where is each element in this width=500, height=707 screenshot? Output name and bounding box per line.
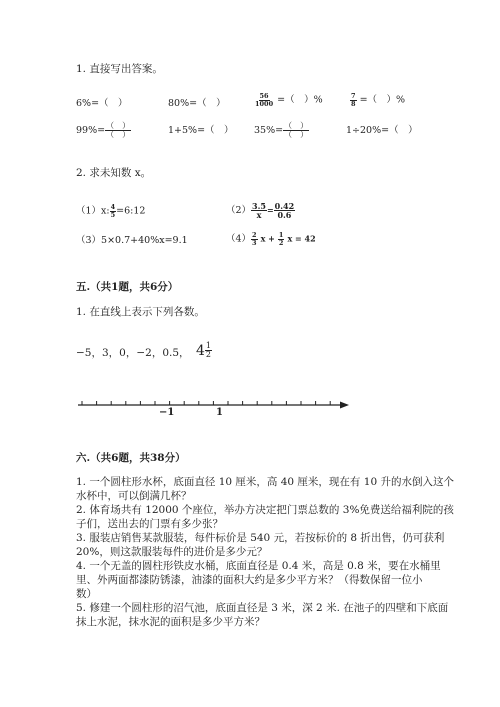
number-line-label-1: 1 [216, 407, 223, 418]
fraction-56-1000: $\frac{56}{1000}$ [255, 92, 274, 108]
section-6-line-5: 3. 服装店销售某款服装，每件标价是 540 元，若按标价的 8 折出售，仍可获利 [76, 532, 445, 544]
q1-item-3: $\frac{56}{1000}$ =（ ）% [255, 92, 323, 108]
section-6-line-4: 子们，送出去的门票有多少张？ [76, 518, 223, 530]
fraction-2-3: $\frac{2}{3}$ [252, 231, 257, 247]
q1-item-1: 6%=（ ） [76, 98, 128, 109]
section-6-line-6: 20%，则这款服装每件的进价是多少元？ [76, 546, 268, 558]
section-6-line-7: 4. 一个无盖的圆柱形铁皮水桶，底面直径是 0.4 米，高是 0.8 米，要在水桶里 [76, 560, 441, 572]
q1-title: 1. 直接写出答案。 [76, 63, 163, 75]
fraction-4-5: $\frac{4}{5}$ [110, 203, 116, 219]
q2-title: 2. 求未知数 x。 [76, 167, 152, 179]
number-line-ticks [82, 401, 330, 405]
q1-item-4: $\frac{7}{8}$ =（ ）% [351, 92, 406, 108]
q1-item-5: 99%= $\frac{( )}{( )}$ [76, 121, 131, 139]
q2-equation-4: （4） $\frac{2}{3}$ x + $\frac{1}{2}$ x = 42 [226, 231, 316, 247]
section-6-line-8: 里、外两面都漆防锈漆，油漆的面积大约是多少平方米？（得数保留一位小 [76, 574, 423, 586]
number-line [70, 396, 355, 422]
fraction-7-8: $\frac{7}{8}$ [351, 92, 356, 108]
q1-item-7: 35%= $\frac{( )}{( )}$ [254, 121, 309, 139]
section-6-line-10: 5. 修建一个圆柱形的沼气池，底面直径是 3 米，深 2 米. 在池子的四壁和下底面 [76, 602, 449, 614]
q1-item-6: 1+5%=（ ） [168, 125, 234, 136]
q2-equation-2: （2） $\frac{3.5}{x}$ = $\frac{0.42}{0.6}$ [226, 201, 295, 220]
section-6-line-3: 2. 体育场共有 12000 个座位，举办方决定把门票总数的 3%免费送给福利院的孩 [76, 504, 454, 516]
q2-equation-1: （1）x: $\frac{4}{5}$ =6:12 [76, 203, 146, 219]
arrow-right-icon [340, 402, 349, 409]
section-6-line-2: 水杯中，可以倒满几杯？ [76, 490, 192, 502]
fraction-blank: $\frac{( )}{( )}$ [284, 121, 309, 139]
section-5-question-1: 1. 在直线上表示下列各数。 [76, 306, 205, 318]
fraction-1-2: $\frac{1}{2}$ [205, 341, 212, 359]
fraction-blank: $\frac{( )}{( )}$ [106, 121, 131, 139]
section-6-line-11: 抹上水泥，抹水泥的面积是多少平方米？ [76, 616, 265, 628]
section-6-heading: 六.（共6题，共38分） [76, 452, 186, 464]
mixed-number: 4 $\frac{1}{2}$ [196, 341, 212, 359]
fraction-1-2: $\frac{1}{2}$ [278, 231, 284, 247]
q2-equation-3: （3）5×0.7+40%x=9.1 [76, 235, 188, 246]
q1-item-2: 80%=（ ） [168, 98, 226, 109]
fraction-3.5-x: $\frac{3.5}{x}$ [252, 201, 266, 220]
q1-item-8: 1÷20%=（ ） [346, 125, 418, 136]
section-6-line-9: 数） [76, 588, 97, 600]
section-5-heading: 五.（共1题，共6分） [76, 281, 179, 293]
number-line-label-minus-1: −1 [159, 407, 175, 418]
numbers-list: −5，3，0，−2，0.5， [76, 347, 190, 359]
section-6-line-1: 1. 一个圆柱形水杯，底面直径 10 厘米，高 40 厘米，现在有 10 升的水倒入这个 [76, 476, 454, 488]
fraction-0.42-0.6: $\frac{0.42}{0.6}$ [274, 201, 295, 220]
